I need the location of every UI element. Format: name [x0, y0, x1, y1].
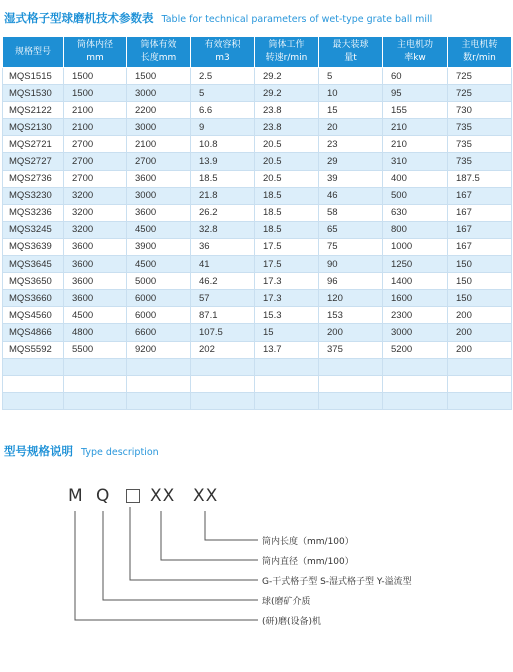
table-cell: 6.6	[191, 102, 255, 119]
code-letter-q: Q	[96, 486, 111, 506]
table-cell: MQS1530	[3, 85, 64, 102]
table-cell: 3600	[64, 290, 127, 307]
table-cell: 23.8	[255, 119, 319, 136]
table-cell: 725	[448, 68, 512, 85]
table-cell: 15.3	[255, 307, 319, 324]
table-cell: 17.5	[255, 256, 319, 273]
column-header-line: 筒体内径	[76, 40, 113, 50]
table-cell: 18.5	[255, 221, 319, 238]
table-cell: 2100	[64, 119, 127, 136]
type-description-title-cn: 型号规格说明	[4, 444, 73, 458]
table-cell: 5	[191, 85, 255, 102]
column-header-line: m3	[215, 53, 230, 63]
table-cell: 800	[383, 221, 448, 238]
table-cell: 18.5	[255, 204, 319, 221]
desc-ball-medium: 球(磨矿介质	[262, 597, 311, 607]
column-header-line: 主电机转	[461, 40, 498, 50]
table-cell: 29.2	[255, 85, 319, 102]
table-cell: 2700	[64, 170, 127, 187]
table-cell: 58	[319, 204, 383, 221]
table-cell: 3600	[64, 256, 127, 273]
table-cell: MQS5592	[3, 341, 64, 358]
column-header-line: 数r/min	[463, 53, 496, 63]
code-diameter-xx: XX	[150, 486, 176, 506]
table-cell: 375	[319, 341, 383, 358]
table-cell: MQS4560	[3, 307, 64, 324]
table-cell: 630	[383, 204, 448, 221]
table-cell: MQS3660	[3, 290, 64, 307]
table-cell: 2100	[127, 136, 191, 153]
table-cell: 26.2	[191, 204, 255, 221]
page-title-cn: 湿式格子型球磨机技术参数表	[4, 11, 154, 25]
table-cell: 3000	[127, 85, 191, 102]
table-cell: 95	[383, 85, 448, 102]
table-cell: 32.8	[191, 221, 255, 238]
column-header-line: 主电机功	[396, 40, 433, 50]
table-cell: 150	[448, 273, 512, 290]
column-header-line: 率kw	[404, 53, 426, 63]
table-cell: 6600	[127, 324, 191, 341]
table-cell: 2300	[383, 307, 448, 324]
table-cell: 20.5	[255, 153, 319, 170]
table-cell: 60	[383, 68, 448, 85]
table-cell: 200	[319, 324, 383, 341]
table-cell: 3000	[127, 119, 191, 136]
column-header-line: 有效容积	[204, 40, 241, 50]
table-cell: 4800	[64, 324, 127, 341]
table-cell: MQS3650	[3, 273, 64, 290]
table-cell: 1600	[383, 290, 448, 307]
table-cell: 17.5	[255, 238, 319, 255]
table-cell: 2.5	[191, 68, 255, 85]
leader-line-ball	[103, 511, 258, 600]
table-cell: 75	[319, 238, 383, 255]
table-cell: 107.5	[191, 324, 255, 341]
table-cell: 2700	[64, 136, 127, 153]
table-cell: 10	[319, 85, 383, 102]
table-cell: 150	[448, 290, 512, 307]
table-cell: 5200	[383, 341, 448, 358]
table-cell: 3000	[127, 187, 191, 204]
table-cell: 20.5	[255, 170, 319, 187]
table-cell: 2700	[64, 153, 127, 170]
table-cell: 3000	[383, 324, 448, 341]
table-cell: 1500	[127, 68, 191, 85]
table-cell: 9	[191, 119, 255, 136]
table-cell: 10.8	[191, 136, 255, 153]
table-cell: 6000	[127, 307, 191, 324]
leader-line-type	[130, 507, 258, 580]
desc-type: G-干式格子型 S-湿式格子型 Y-溢流型	[262, 577, 412, 587]
table-cell: MQS1515	[3, 68, 64, 85]
table-cell: 3200	[64, 221, 127, 238]
table-cell: 187.5	[448, 170, 512, 187]
table-cell: 3200	[64, 187, 127, 204]
table-cell: MQS4866	[3, 324, 64, 341]
table-cell: 200	[448, 324, 512, 341]
table-cell: 18.5	[255, 187, 319, 204]
table-cell: 1400	[383, 273, 448, 290]
code-letter-m: M	[68, 486, 84, 506]
table-cell: 1250	[383, 256, 448, 273]
table-cell: 29	[319, 153, 383, 170]
table-cell: 4500	[64, 307, 127, 324]
table-cell: 46.2	[191, 273, 255, 290]
table-cell: 120	[319, 290, 383, 307]
table-cell: 3600	[127, 170, 191, 187]
column-header-line: 长度mm	[140, 53, 177, 63]
table-cell: 5000	[127, 273, 191, 290]
table-cell: 167	[448, 238, 512, 255]
table-cell: 210	[383, 119, 448, 136]
table-cell: 15	[255, 324, 319, 341]
table-cell: MQS3230	[3, 187, 64, 204]
table-cell: 730	[448, 102, 512, 119]
table-cell: MQS3245	[3, 221, 64, 238]
table-cell: 18.5	[191, 170, 255, 187]
desc-mill: (研)磨(设备)机	[262, 617, 322, 627]
table-cell: 90	[319, 256, 383, 273]
table-cell: MQS3639	[3, 238, 64, 255]
table-cell: 5500	[64, 341, 127, 358]
table-cell: MQS2130	[3, 119, 64, 136]
table-cell: 4500	[127, 221, 191, 238]
table-cell: 21.8	[191, 187, 255, 204]
table-cell: 153	[319, 307, 383, 324]
table-cell: 41	[191, 256, 255, 273]
table-cell: 23.8	[255, 102, 319, 119]
column-header-line: 规格型号	[14, 46, 51, 57]
table-cell: 167	[448, 221, 512, 238]
table-cell: 1500	[64, 85, 127, 102]
table-cell: 500	[383, 187, 448, 204]
table-cell: 202	[191, 341, 255, 358]
type-description-title-en: Type description	[81, 447, 159, 458]
table-cell: 20	[319, 119, 383, 136]
table-cell: 13.7	[255, 341, 319, 358]
column-header-line: 最大装球	[332, 40, 369, 50]
leader-line-mill	[75, 511, 258, 620]
table-cell: 210	[383, 136, 448, 153]
table-cell: 20.5	[255, 136, 319, 153]
table-cell: 400	[383, 170, 448, 187]
desc-length: 筒内长度（mm/100）	[262, 537, 354, 547]
table-cell: 57	[191, 290, 255, 307]
column-header-line: 量t	[344, 53, 357, 63]
table-cell: MQS2736	[3, 170, 64, 187]
table-cell: MQS2727	[3, 153, 64, 170]
table-cell: 1000	[383, 238, 448, 255]
table-cell: 9200	[127, 341, 191, 358]
table-cell: 3200	[64, 204, 127, 221]
desc-diameter: 筒内直径（mm/100）	[262, 557, 354, 567]
table-cell: 200	[448, 307, 512, 324]
table-cell: 150	[448, 256, 512, 273]
table-cell: 6000	[127, 290, 191, 307]
table-cell: 29.2	[255, 68, 319, 85]
table-cell: MQS2122	[3, 102, 64, 119]
table-cell: 87.1	[191, 307, 255, 324]
table-cell: 39	[319, 170, 383, 187]
table-cell: 17.3	[255, 273, 319, 290]
table-cell: 3600	[64, 273, 127, 290]
table-cell: 3900	[127, 238, 191, 255]
table-cell: 15	[319, 102, 383, 119]
column-header-line: mm	[86, 53, 104, 63]
table-cell: 17.3	[255, 290, 319, 307]
table-cell: 725	[448, 85, 512, 102]
table-cell: 65	[319, 221, 383, 238]
table-cell: 155	[383, 102, 448, 119]
table-cell: 1500	[64, 68, 127, 85]
code-length-xx: XX	[193, 486, 219, 506]
table-cell: 200	[448, 341, 512, 358]
table-cell: 46	[319, 187, 383, 204]
table-cell: 5	[319, 68, 383, 85]
table-cell: 2200	[127, 102, 191, 119]
table-cell: 735	[448, 153, 512, 170]
table-cell: 96	[319, 273, 383, 290]
page-title-en: Table for technical parameters of wet-type grate ball mill	[161, 14, 433, 25]
table-cell: 3600	[64, 238, 127, 255]
table-cell: 36	[191, 238, 255, 255]
table-cell: 167	[448, 187, 512, 204]
table-cell: MQS3645	[3, 256, 64, 273]
table-cell: MQS2721	[3, 136, 64, 153]
table-cell: 4500	[127, 256, 191, 273]
table-cell: 13.9	[191, 153, 255, 170]
table-cell: 3600	[127, 204, 191, 221]
table-cell: 735	[448, 136, 512, 153]
leader-line-diameter	[161, 511, 258, 560]
leader-line-length	[205, 511, 258, 540]
table-cell: 167	[448, 204, 512, 221]
table-cell: 23	[319, 136, 383, 153]
column-header-line: 筒体有效	[140, 40, 177, 50]
table-cell: MQS3236	[3, 204, 64, 221]
column-header-line: 筒体工作	[268, 40, 305, 50]
column-header-line: 转速r/min	[265, 53, 308, 63]
table-cell: 2100	[64, 102, 127, 119]
table-cell: 310	[383, 153, 448, 170]
table-cell: 2700	[127, 153, 191, 170]
table-cell: 735	[448, 119, 512, 136]
